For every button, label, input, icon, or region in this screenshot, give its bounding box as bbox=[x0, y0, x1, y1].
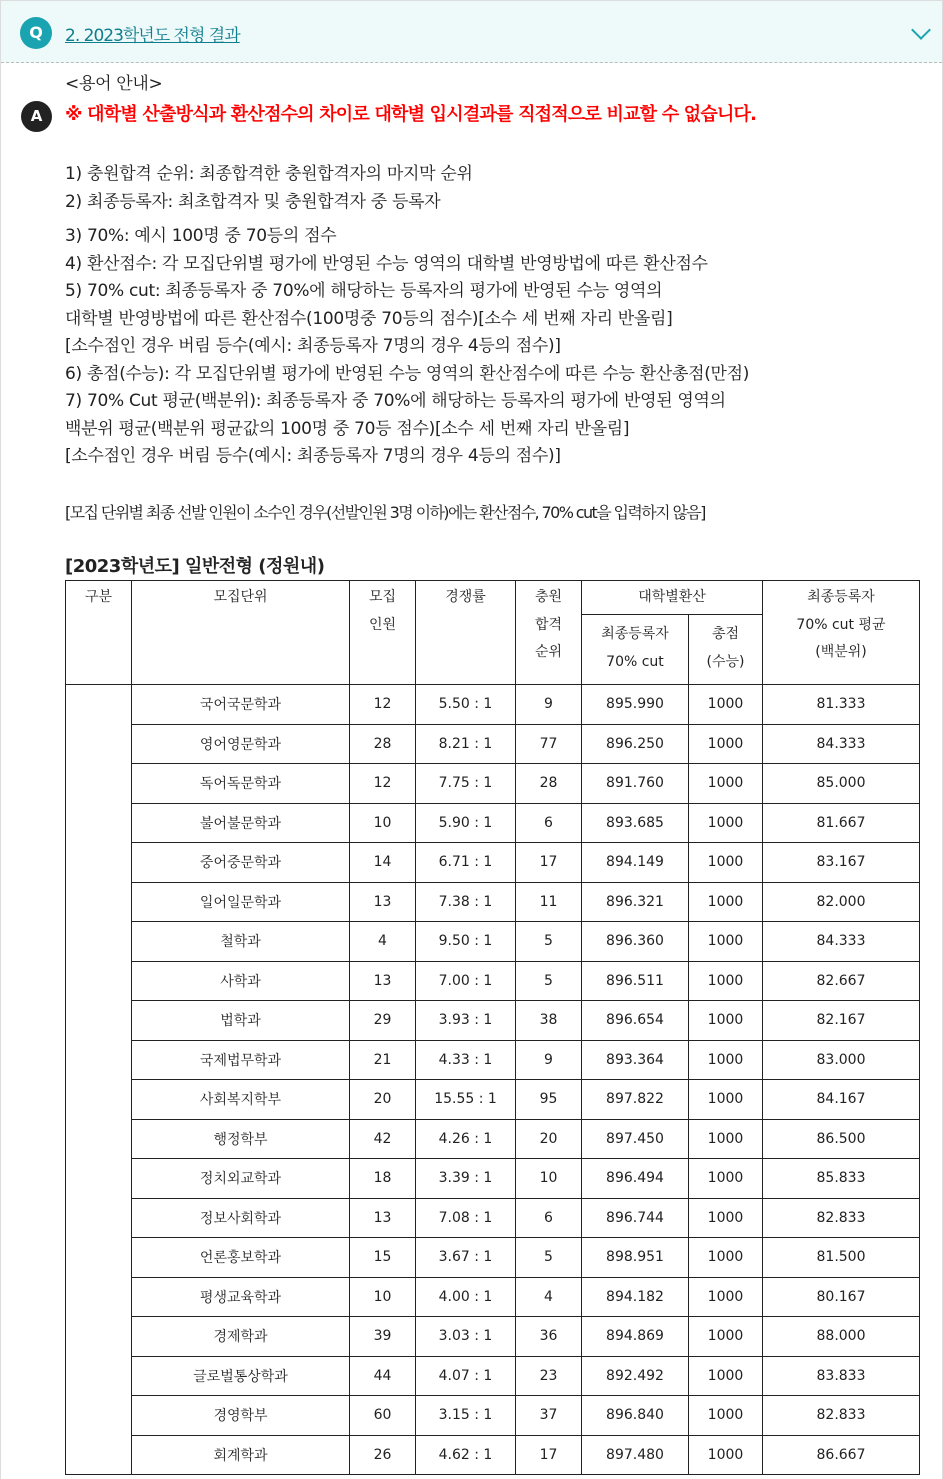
guide-item: 대학별 반영방법에 따른 환산점수(100명중 70등의 점수)[소수 세 번째 자리 반올림] bbox=[65, 308, 673, 329]
table-row bbox=[66, 724, 920, 764]
cut-score-cell: 896.494 bbox=[582, 1159, 689, 1199]
quota-cell: 10 bbox=[350, 1277, 416, 1317]
quota-cell: 28 bbox=[350, 724, 416, 764]
cut-score-cell: 894.869 bbox=[582, 1317, 689, 1357]
unit-cell: 사학과 bbox=[132, 961, 350, 1001]
table-row bbox=[66, 1317, 920, 1357]
ratio-cell: 5.90 : 1 bbox=[416, 803, 516, 843]
table-row bbox=[66, 764, 920, 804]
header-cut: 최종등록자 70% cut bbox=[582, 615, 689, 685]
avg-percentile-cell: 88.000 bbox=[763, 1317, 920, 1357]
total-score-cell: 1000 bbox=[689, 1317, 763, 1357]
cut-score-cell: 896.654 bbox=[582, 1001, 689, 1041]
total-score-cell: 1000 bbox=[689, 1159, 763, 1199]
rank-cell: 95 bbox=[516, 1080, 582, 1120]
ratio-cell: 3.93 : 1 bbox=[416, 1001, 516, 1041]
ratio-cell: 7.38 : 1 bbox=[416, 882, 516, 922]
rank-cell: 23 bbox=[516, 1356, 582, 1396]
table-row bbox=[66, 1435, 920, 1475]
total-score-cell: 1000 bbox=[689, 1198, 763, 1238]
unit-cell: 회계학과 bbox=[132, 1435, 350, 1475]
table-row bbox=[66, 1277, 920, 1317]
ratio-cell: 3.67 : 1 bbox=[416, 1238, 516, 1278]
avg-percentile-cell: 82.833 bbox=[763, 1396, 920, 1436]
total-score-cell: 1000 bbox=[689, 1040, 763, 1080]
total-score-cell: 1000 bbox=[689, 1277, 763, 1317]
cut-score-cell: 898.951 bbox=[582, 1238, 689, 1278]
table-row bbox=[66, 1238, 920, 1278]
ratio-cell: 3.15 : 1 bbox=[416, 1396, 516, 1436]
cut-score-cell: 897.480 bbox=[582, 1435, 689, 1475]
header-ratio: 경쟁률 bbox=[416, 581, 516, 685]
ratio-cell: 4.26 : 1 bbox=[416, 1119, 516, 1159]
avg-percentile-cell: 81.500 bbox=[763, 1238, 920, 1278]
quota-cell: 13 bbox=[350, 1198, 416, 1238]
question-title-link[interactable]: 2. 2023학년도 전형 결과 bbox=[65, 26, 240, 46]
table-row bbox=[66, 843, 920, 883]
guide-item: 4) 환산점수: 각 모집단위별 평가에 반영된 수능 영역의 대학별 반영방법에 따른 환산점수 bbox=[65, 253, 708, 274]
table-row bbox=[66, 1001, 920, 1041]
rank-cell: 10 bbox=[516, 1159, 582, 1199]
guide-item: 7) 70% Cut 평균(백분위): 최종등록자 중 70%에 해당하는 등록자의 평가에 반영된 영역의 bbox=[65, 391, 726, 411]
cut-score-cell: 896.360 bbox=[582, 922, 689, 962]
table-row bbox=[66, 1356, 920, 1396]
rank-cell: 9 bbox=[516, 1040, 582, 1080]
unit-cell: 사회복지학부 bbox=[132, 1080, 350, 1120]
total-score-cell: 1000 bbox=[689, 1001, 763, 1041]
table-row bbox=[66, 1040, 920, 1080]
total-score-cell: 1000 bbox=[689, 803, 763, 843]
avg-percentile-cell: 84.167 bbox=[763, 1080, 920, 1120]
rank-cell: 38 bbox=[516, 1001, 582, 1041]
unit-cell: 일어일문학과 bbox=[132, 882, 350, 922]
cut-score-cell: 893.685 bbox=[582, 803, 689, 843]
avg-percentile-cell: 85.000 bbox=[763, 764, 920, 804]
ratio-cell: 4.00 : 1 bbox=[416, 1277, 516, 1317]
quota-cell: 4 bbox=[350, 922, 416, 962]
header-avg: 최종등록자 70% cut 평균 (백분위) bbox=[763, 581, 920, 685]
guide-item: 백분위 평균(백분위 평균값의 100명 중 70등 점수)[소수 세 번째 자리 반올림] bbox=[65, 418, 630, 439]
avg-percentile-cell: 86.500 bbox=[763, 1119, 920, 1159]
results-table bbox=[65, 580, 920, 1475]
ratio-cell: 15.55 : 1 bbox=[416, 1080, 516, 1120]
avg-percentile-cell: 86.667 bbox=[763, 1435, 920, 1475]
total-score-cell: 1000 bbox=[689, 922, 763, 962]
ratio-cell: 3.03 : 1 bbox=[416, 1317, 516, 1357]
rank-cell: 36 bbox=[516, 1317, 582, 1357]
guide-item: 3) 70%: 예시 100명 중 70등의 점수 bbox=[65, 226, 337, 246]
total-score-cell: 1000 bbox=[689, 961, 763, 1001]
avg-percentile-cell: 85.833 bbox=[763, 1159, 920, 1199]
guide-item: 6) 총점(수능): 각 모집단위별 평가에 반영된 수능 영역의 환산점수에 따른 수능 환산총점(만점) bbox=[65, 363, 750, 384]
header-quota: 모집 인원 bbox=[350, 581, 416, 685]
header-category: 구분 bbox=[66, 581, 132, 685]
unit-cell: 평생교육학과 bbox=[132, 1277, 350, 1317]
guide-heading: <용어 안내> bbox=[65, 74, 163, 94]
guide-item: 1) 충원합격 순위: 최종합격한 충원합격자의 마지막 순위 bbox=[65, 164, 473, 184]
unit-cell: 글로벌통상학과 bbox=[132, 1356, 350, 1396]
avg-percentile-cell: 83.833 bbox=[763, 1356, 920, 1396]
rank-cell: 37 bbox=[516, 1396, 582, 1436]
avg-percentile-cell: 84.333 bbox=[763, 922, 920, 962]
rank-cell: 20 bbox=[516, 1119, 582, 1159]
cut-score-cell: 896.744 bbox=[582, 1198, 689, 1238]
rank-cell: 77 bbox=[516, 724, 582, 764]
ratio-cell: 4.62 : 1 bbox=[416, 1435, 516, 1475]
unit-cell: 정치외교학과 bbox=[132, 1159, 350, 1199]
total-score-cell: 1000 bbox=[689, 1238, 763, 1278]
quota-cell: 60 bbox=[350, 1396, 416, 1436]
header-conv: 대학별환산 bbox=[582, 581, 763, 615]
question-badge: Q bbox=[20, 17, 52, 49]
warning-text: ※ 대학별 산출방식과 환산점수의 차이로 대학별 입시결과를 직접적으로 비교할 수 없습니다. bbox=[65, 104, 757, 125]
quota-cell: 42 bbox=[350, 1119, 416, 1159]
rank-cell: 17 bbox=[516, 1435, 582, 1475]
rank-cell: 5 bbox=[516, 1238, 582, 1278]
unit-cell: 영어영문학과 bbox=[132, 724, 350, 764]
table-row bbox=[66, 1119, 920, 1159]
avg-percentile-cell: 81.667 bbox=[763, 803, 920, 843]
unit-cell: 국제법무학과 bbox=[132, 1040, 350, 1080]
quota-cell: 21 bbox=[350, 1040, 416, 1080]
guide-item: [소수점인 경우 버림 등수(예시: 최종등록자 7명의 경우 4등의 점수)] bbox=[65, 336, 561, 356]
quota-cell: 13 bbox=[350, 961, 416, 1001]
quota-cell: 20 bbox=[350, 1080, 416, 1120]
quota-cell: 12 bbox=[350, 685, 416, 725]
cut-score-cell: 897.450 bbox=[582, 1119, 689, 1159]
rank-cell: 4 bbox=[516, 1277, 582, 1317]
avg-percentile-cell: 81.333 bbox=[763, 685, 920, 725]
avg-percentile-cell: 83.000 bbox=[763, 1040, 920, 1080]
cut-score-cell: 892.492 bbox=[582, 1356, 689, 1396]
total-score-cell: 1000 bbox=[689, 882, 763, 922]
quota-cell: 39 bbox=[350, 1317, 416, 1357]
note-text: [모집 단위별 최종 선발 인원이 소수인 경우(선발인원 3명 이하)에는 환산점수, 70% cut을 입력하지 않음] bbox=[65, 502, 705, 522]
cut-score-cell: 897.822 bbox=[582, 1080, 689, 1120]
cut-score-cell: 893.364 bbox=[582, 1040, 689, 1080]
cut-score-cell: 894.149 bbox=[582, 843, 689, 883]
header-rank: 충원 합격 순위 bbox=[516, 581, 582, 685]
avg-percentile-cell: 80.167 bbox=[763, 1277, 920, 1317]
rank-cell: 5 bbox=[516, 922, 582, 962]
unit-cell: 행정학부 bbox=[132, 1119, 350, 1159]
total-score-cell: 1000 bbox=[689, 843, 763, 883]
category-cell bbox=[66, 685, 132, 1475]
chevron-down-icon[interactable] bbox=[911, 20, 931, 40]
total-score-cell: 1000 bbox=[689, 724, 763, 764]
rank-cell: 5 bbox=[516, 961, 582, 1001]
unit-cell: 불어불문학과 bbox=[132, 803, 350, 843]
cut-score-cell: 896.250 bbox=[582, 724, 689, 764]
table-row bbox=[66, 882, 920, 922]
unit-cell: 경제학과 bbox=[132, 1317, 350, 1357]
total-score-cell: 1000 bbox=[689, 764, 763, 804]
avg-percentile-cell: 82.833 bbox=[763, 1198, 920, 1238]
cut-score-cell: 895.990 bbox=[582, 685, 689, 725]
total-score-cell: 1000 bbox=[689, 1356, 763, 1396]
guide-item: 2) 최종등록자: 최초합격자 및 충원합격자 중 등록자 bbox=[65, 191, 441, 212]
table-row bbox=[66, 1198, 920, 1238]
total-score-cell: 1000 bbox=[689, 1119, 763, 1159]
avg-percentile-cell: 82.667 bbox=[763, 961, 920, 1001]
table-row bbox=[66, 685, 920, 725]
ratio-cell: 5.50 : 1 bbox=[416, 685, 516, 725]
table-row bbox=[66, 1080, 920, 1120]
unit-cell: 법학과 bbox=[132, 1001, 350, 1041]
ratio-cell: 4.33 : 1 bbox=[416, 1040, 516, 1080]
avg-percentile-cell: 83.167 bbox=[763, 843, 920, 883]
table-row bbox=[66, 961, 920, 1001]
header-unit: 모집단위 bbox=[132, 581, 350, 685]
guide-item: 5) 70% cut: 최종등록자 중 70%에 해당하는 등록자의 평가에 반영된 수능 영역의 bbox=[65, 281, 663, 301]
quota-cell: 44 bbox=[350, 1356, 416, 1396]
quota-cell: 14 bbox=[350, 843, 416, 883]
ratio-cell: 3.39 : 1 bbox=[416, 1159, 516, 1199]
cut-score-cell: 896.840 bbox=[582, 1396, 689, 1436]
avg-percentile-cell: 84.333 bbox=[763, 724, 920, 764]
avg-percentile-cell: 82.167 bbox=[763, 1001, 920, 1041]
answer-content bbox=[65, 71, 925, 581]
rank-cell: 6 bbox=[516, 1198, 582, 1238]
quota-cell: 12 bbox=[350, 764, 416, 804]
ratio-cell: 8.21 : 1 bbox=[416, 724, 516, 764]
avg-percentile-cell: 82.000 bbox=[763, 882, 920, 922]
rank-cell: 11 bbox=[516, 882, 582, 922]
table-row bbox=[66, 1396, 920, 1436]
unit-cell: 철학과 bbox=[132, 922, 350, 962]
total-score-cell: 1000 bbox=[689, 1396, 763, 1436]
ratio-cell: 4.07 : 1 bbox=[416, 1356, 516, 1396]
ratio-cell: 7.75 : 1 bbox=[416, 764, 516, 804]
ratio-cell: 9.50 : 1 bbox=[416, 922, 516, 962]
quota-cell: 15 bbox=[350, 1238, 416, 1278]
quota-cell: 29 bbox=[350, 1001, 416, 1041]
answer-badge: A bbox=[21, 101, 52, 132]
quota-cell: 10 bbox=[350, 803, 416, 843]
total-score-cell: 1000 bbox=[689, 1080, 763, 1120]
unit-cell: 중어중문학과 bbox=[132, 843, 350, 883]
unit-cell: 정보사회학과 bbox=[132, 1198, 350, 1238]
rank-cell: 17 bbox=[516, 843, 582, 883]
table-row bbox=[66, 803, 920, 843]
cut-score-cell: 894.182 bbox=[582, 1277, 689, 1317]
quota-cell: 26 bbox=[350, 1435, 416, 1475]
cut-score-cell: 896.321 bbox=[582, 882, 689, 922]
total-score-cell: 1000 bbox=[689, 1435, 763, 1475]
ratio-cell: 7.08 : 1 bbox=[416, 1198, 516, 1238]
header-total: 총점 (수능) bbox=[689, 615, 763, 685]
cut-score-cell: 891.760 bbox=[582, 764, 689, 804]
ratio-cell: 6.71 : 1 bbox=[416, 843, 516, 883]
unit-cell: 국어국문학과 bbox=[132, 685, 350, 725]
total-score-cell: 1000 bbox=[689, 685, 763, 725]
table-title: [2023학년도] 일반전형 (정원내) bbox=[65, 556, 325, 577]
rank-cell: 6 bbox=[516, 803, 582, 843]
table-row bbox=[66, 922, 920, 962]
rank-cell: 9 bbox=[516, 685, 582, 725]
question-header[interactable] bbox=[1, 1, 942, 63]
cut-score-cell: 896.511 bbox=[582, 961, 689, 1001]
ratio-cell: 7.00 : 1 bbox=[416, 961, 516, 1001]
table-row bbox=[66, 1159, 920, 1199]
unit-cell: 언론홍보학과 bbox=[132, 1238, 350, 1278]
unit-cell: 독어독문학과 bbox=[132, 764, 350, 804]
rank-cell: 28 bbox=[516, 764, 582, 804]
unit-cell: 경영학부 bbox=[132, 1396, 350, 1436]
quota-cell: 18 bbox=[350, 1159, 416, 1199]
guide-item: [소수점인 경우 버림 등수(예시: 최종등록자 7명의 경우 4등의 점수)] bbox=[65, 446, 561, 466]
quota-cell: 13 bbox=[350, 882, 416, 922]
